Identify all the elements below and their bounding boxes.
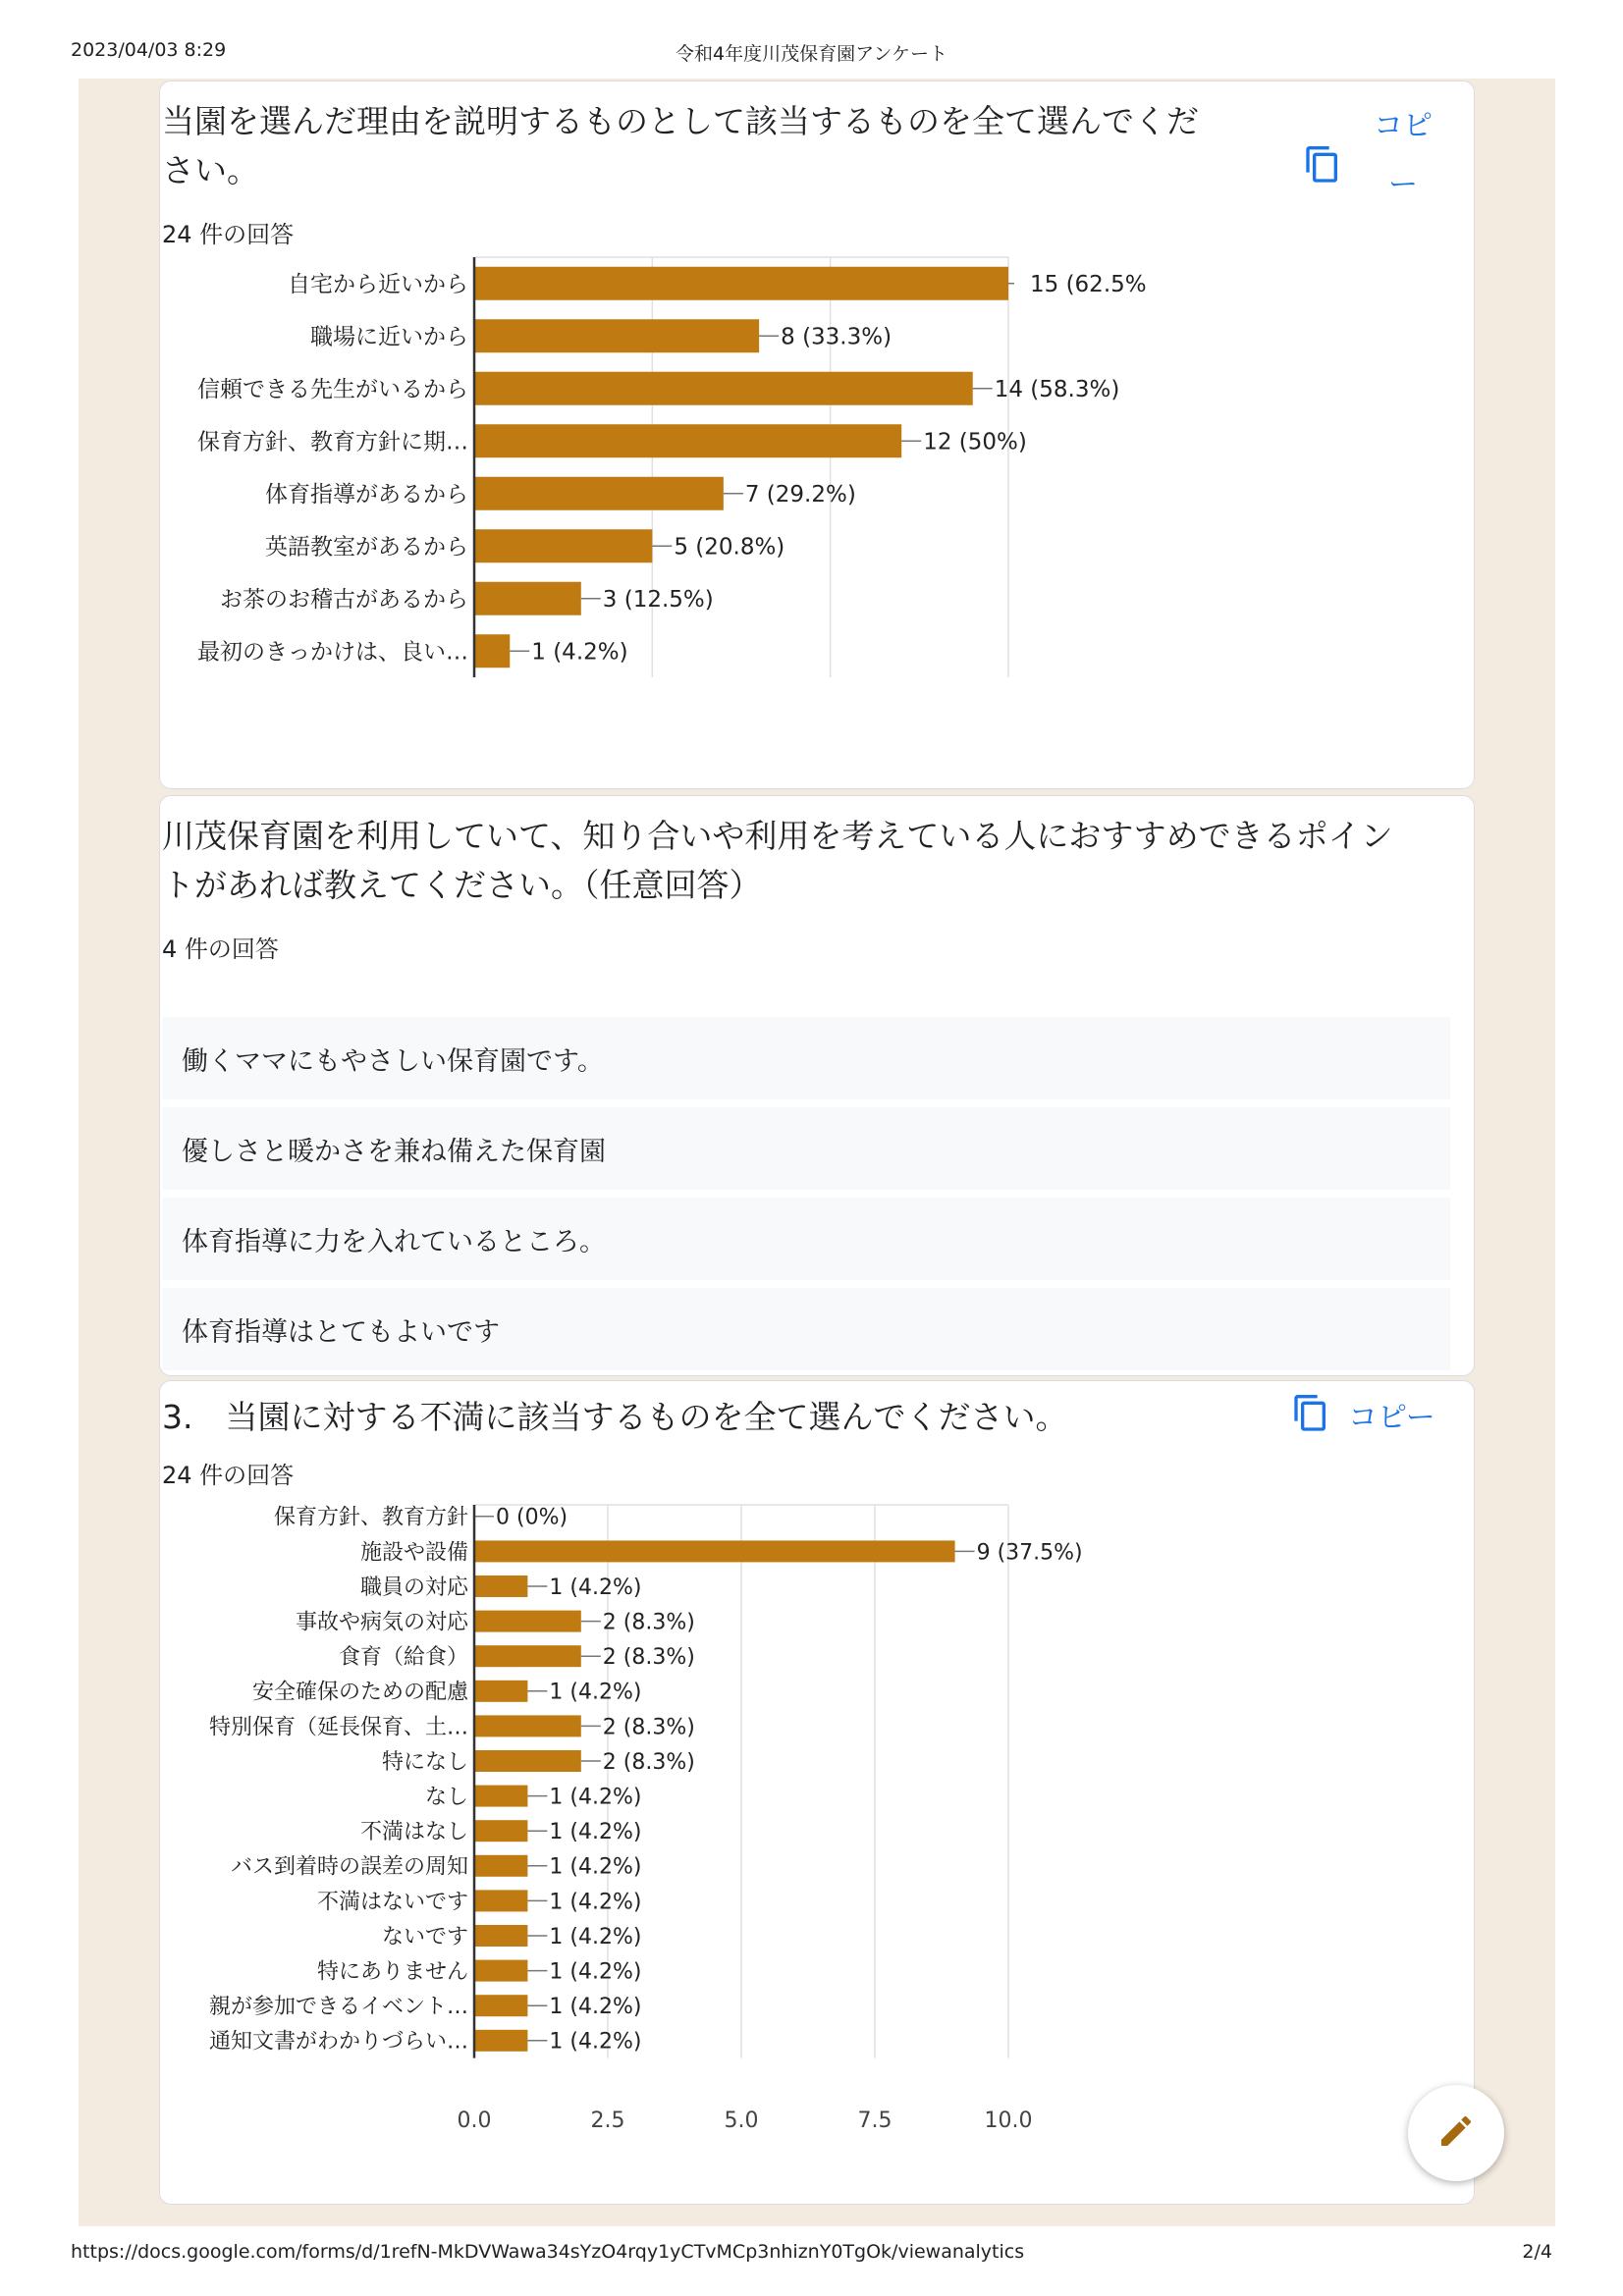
answer-item: 働くママにもやさしい保育園です。 [162,1017,1450,1099]
data-bar [474,1820,527,1842]
data-bar [474,1681,527,1702]
print-date: 2023/04/03 8:29 [71,39,227,61]
category-label: 特になし [381,1749,468,1775]
data-bar [474,1995,527,2016]
response-count: 4 件の回答 [162,935,279,963]
data-label: 14 (58.3%) [994,377,1120,403]
category-label: 特にありません [316,1959,468,1985]
data-label: 1 (4.2%) [549,1890,642,1915]
response-count: 24 件の回答 [162,1462,295,1489]
copy-label: コピー [1348,1401,1435,1435]
data-label: 2 (8.3%) [602,1610,695,1635]
data-label: 12 (50%) [923,429,1027,455]
category-label: 施設や設備 [359,1540,468,1566]
category-label: 不満はないです [316,1890,468,1915]
data-bar [474,1890,527,1911]
print-footer [71,2241,1552,2270]
category-label: 通知文書がわかりづらい… [208,2029,468,2055]
copy-icon [1291,1393,1330,1436]
x-tick-label: 7.5 [857,2109,893,2133]
data-label: 1 (4.2%) [531,639,628,666]
category-label: 職員の対応 [359,1575,468,1600]
category-label: 英語教室があるから [265,534,468,561]
category-label: お茶のお稽古があるから [220,587,468,614]
category-label: 自宅から近いから [288,272,468,298]
data-bar [474,582,581,615]
data-label: 15 (62.5% [1030,272,1147,298]
question-title: 当園を選んだ理由を説明するものとして該当するものを全て選んでくだ さい。 [162,102,1199,189]
category-label: 信頼できる先生がいるから [197,377,468,403]
data-label: 1 (4.2%) [549,1575,642,1600]
complaints-bar-chart [160,1499,1474,2186]
reasons-bar-chart [160,239,1474,788]
category-label: 保育方針、教育方針に期… [197,429,468,455]
x-tick-label: 5.0 [724,2109,759,2133]
category-label: 不満はなし [359,1820,468,1845]
category-label: 食育（給食） [338,1645,468,1671]
print-document-title: 令和4年度川茂保育園アンケート [676,43,947,65]
data-label: 5 (20.8%) [674,534,785,561]
question-title: 3. 当園に対する不満に該当するものを全て選んでください。 [162,1398,1068,1436]
copy-icon [1303,144,1342,187]
data-bar [474,1645,581,1667]
data-label: 1 (4.2%) [549,1959,642,1985]
data-label: 1 (4.2%) [549,2029,642,2055]
data-bar [474,2030,527,2052]
question-card-reasons [159,80,1475,789]
data-bar [474,319,759,352]
data-bar [474,477,724,510]
data-label: 2 (8.3%) [602,1749,695,1775]
data-bar [474,1786,527,1807]
question-card-complaints [159,1380,1475,2205]
data-bar [474,424,901,457]
data-label: 3 (12.5%) [602,587,714,614]
response-count: 24 件の回答 [162,221,295,248]
answer-item: 体育指導に力を入れているところ。 [162,1198,1450,1280]
data-label: 0 (0%) [496,1505,568,1530]
data-bar [474,267,1008,300]
print-header [71,39,1552,69]
print-page-number: 2/4 [1522,2241,1552,2263]
category-label: 親が参加できるイベント… [208,1995,468,2020]
data-label: 1 (4.2%) [549,1995,642,2020]
category-label: 保育方針、教育方針 [273,1505,468,1530]
category-label: 体育指導があるから [265,482,468,508]
pencil-icon [1436,2111,1476,2155]
answer-list [162,1017,1450,1378]
data-label: 1 (4.2%) [549,1785,642,1810]
print-url: https://docs.google.com/forms/d/1refN-MkDVWawa34sYzO4rqy1yCTvMCp3nhiznY0TgOk/viewanalytics [71,2241,1025,2263]
data-label: 1 (4.2%) [549,1680,642,1705]
data-label: 1 (4.2%) [549,1854,642,1880]
data-bar [474,1925,527,1947]
data-label: 7 (29.2%) [744,482,856,508]
data-label: 2 (8.3%) [602,1715,695,1740]
data-bar [474,1575,527,1597]
copy-chart-button[interactable] [1291,1393,1435,1436]
data-bar [474,1855,527,1877]
data-label: 2 (8.3%) [602,1645,695,1671]
x-tick-label: 2.5 [590,2109,625,2133]
data-bar [474,372,973,405]
category-label: バス到着時の誤差の周知 [230,1854,468,1880]
data-bar [474,1750,581,1772]
data-bar [474,1960,527,1982]
x-tick-label: 10.0 [984,2109,1033,2133]
data-label: 1 (4.2%) [549,1924,642,1949]
category-label: 事故や病気の対応 [295,1610,468,1635]
data-bar [474,529,652,562]
category-label: 最初のきっかけは、良い… [197,639,468,666]
data-bar [474,1540,955,1562]
category-label: 安全確保のための配慮 [251,1680,468,1705]
answer-item: 体育指導はとてもよいです [162,1288,1450,1370]
answer-item: 優しさと暖かさを兼ね備えた保育園 [162,1107,1450,1190]
data-bar [474,1611,581,1632]
data-bar [474,1715,581,1736]
data-label: 9 (37.5%) [976,1540,1083,1566]
data-bar [474,634,510,667]
copy-label: コピ ー [1374,109,1433,202]
category-label: 職場に近いから [310,324,468,350]
edit-fab-button[interactable] [1408,2085,1504,2181]
category-label: ないです [381,1924,468,1949]
question-title: 川茂保育園を利用していて、知り合いや利用を考えている人におすすめできるポイン トがあれば教えてください。（任意回答） [162,817,1393,904]
x-tick-label: 0.0 [457,2109,492,2133]
data-label: 8 (33.3%) [781,324,893,350]
category-label: なし [424,1785,468,1810]
data-label: 1 (4.2%) [549,1820,642,1845]
question-card-recommend [159,795,1475,1376]
category-label: 特別保育（延長保育、土… [208,1715,468,1740]
